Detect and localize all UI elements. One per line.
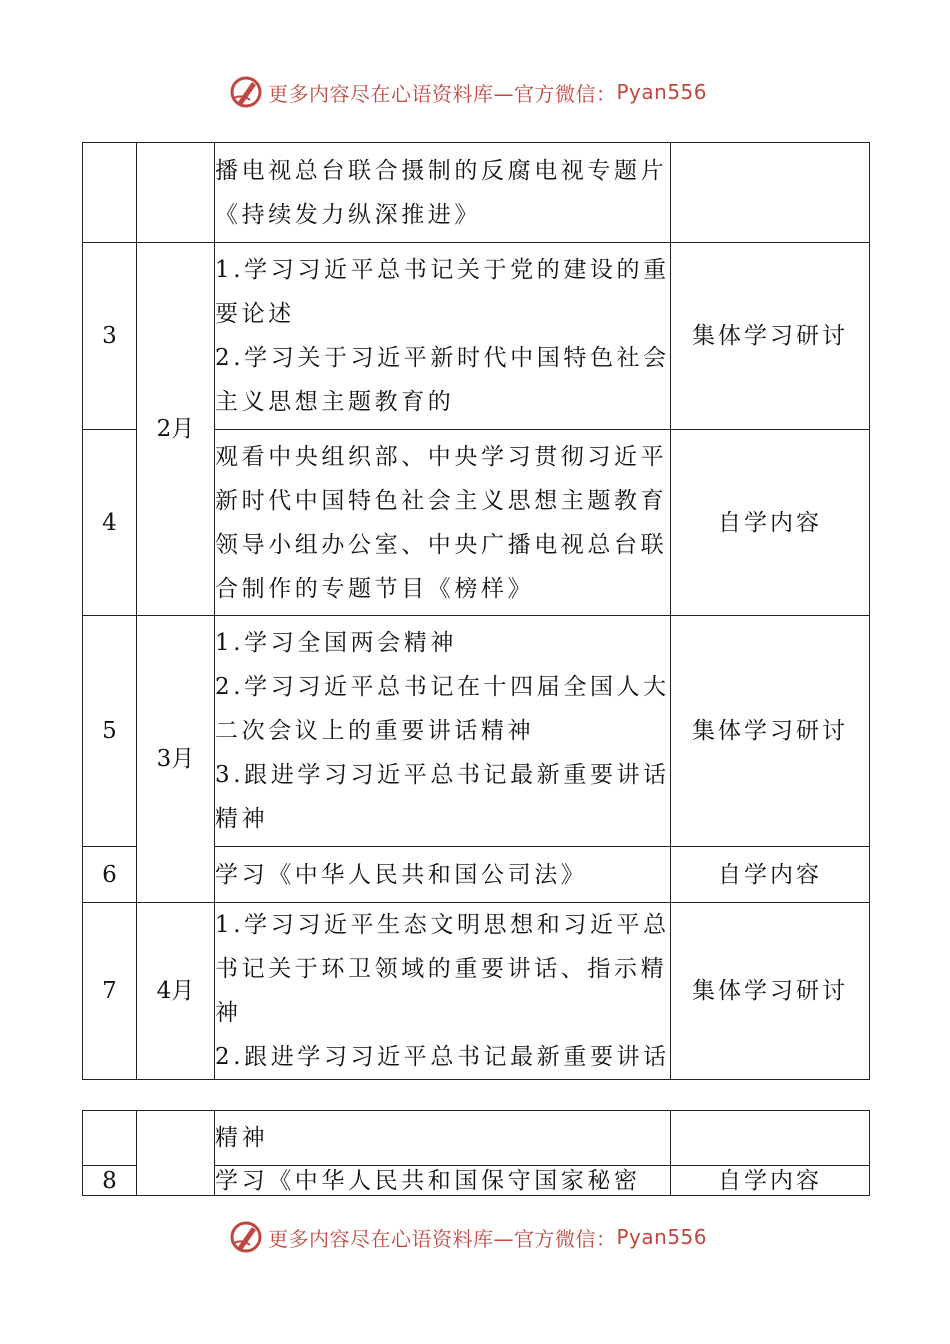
type-cell: 集体学习研讨 xyxy=(671,243,870,430)
type-cell: 自学内容 xyxy=(671,430,870,616)
watermark-wechat-id: Pyan556 xyxy=(616,80,708,104)
content-line: 神 xyxy=(215,1000,242,1026)
watermark-text: 更多内容尽在心语资料库—官方微信： xyxy=(268,1226,617,1251)
row-number: 5 xyxy=(83,616,137,847)
row-number xyxy=(83,143,137,243)
content-line: 二次会议上的重要讲话精神 xyxy=(215,718,535,744)
month-cell: 2月 xyxy=(137,243,215,616)
watermark-wechat-id: Pyan556 xyxy=(616,1225,708,1249)
content-cell xyxy=(215,143,671,243)
content-line: 2.学习关于习近平新时代中国特色社会 xyxy=(215,345,670,371)
row-number: 8 xyxy=(83,1166,137,1196)
table-row xyxy=(83,616,870,847)
content-cell xyxy=(215,1111,671,1166)
type-cell xyxy=(671,143,870,243)
content-line: 新时代中国特色社会主义思想主题教育 xyxy=(215,487,668,514)
content-line: 2.学习习近平总书记在十四届全国人大 xyxy=(215,674,670,700)
content-line: 2.跟进学习习近平总书记最新重要讲话 xyxy=(215,1044,670,1070)
type-cell: 自学内容 xyxy=(671,1166,870,1196)
content-line: 要论述 xyxy=(215,301,295,327)
table-row xyxy=(83,143,870,243)
table-row xyxy=(83,903,870,1080)
month-cell xyxy=(137,143,215,243)
row-number: 3 xyxy=(83,243,137,430)
content-line: 1.学习全国两会精神 xyxy=(215,630,457,656)
content-line: 1.学习习近平总书记关于党的建设的重 xyxy=(215,257,670,283)
content-line: 书记关于环卫领域的重要讲话、指示精 xyxy=(215,956,668,982)
month-cell: 3月 xyxy=(137,616,215,903)
row-number: 4 xyxy=(83,430,137,616)
type-cell: 自学内容 xyxy=(671,847,870,903)
content-cell xyxy=(215,847,671,903)
watermark-top xyxy=(228,72,707,112)
content-cell xyxy=(215,1166,671,1196)
table-row xyxy=(83,243,870,430)
content-line: 领导小组办公室、中央广播电视总台联 xyxy=(215,531,668,558)
content-line: 合制作的专题节目《榜样》 xyxy=(215,575,535,602)
content-line: 观看中央组织部、中央学习贯彻习近平 xyxy=(215,443,668,470)
content-line: 1.学习习近平生态文明思想和习近平总 xyxy=(215,912,670,938)
pen-logo-icon xyxy=(228,1219,264,1255)
content-line: 播电视总台联合摄制的反腐电视专题片 xyxy=(215,157,668,184)
content-line: 精神 xyxy=(215,806,269,832)
content-cell xyxy=(215,243,671,430)
study-plan-table-continued xyxy=(82,1110,870,1196)
table-row xyxy=(83,1111,870,1166)
watermark-bottom xyxy=(228,1217,707,1257)
row-number: 7 xyxy=(83,903,137,1080)
content-line: 学习《中华人民共和国保守国家秘密 xyxy=(215,1167,641,1194)
row-number: 6 xyxy=(83,847,137,903)
pen-logo-icon xyxy=(228,74,264,110)
content-line: 3.跟进学习习近平总书记最新重要讲话 xyxy=(215,762,670,788)
content-cell xyxy=(215,903,671,1080)
month-cell: 4月 xyxy=(137,903,215,1080)
content-cell xyxy=(215,616,671,847)
content-line: 主义思想主题教育的 xyxy=(215,389,455,415)
type-cell: 集体学习研讨 xyxy=(671,616,870,847)
row-number xyxy=(83,1111,137,1166)
type-cell xyxy=(671,1111,870,1166)
content-line: 精神 xyxy=(215,1125,269,1151)
watermark-text: 更多内容尽在心语资料库—官方微信： xyxy=(268,81,617,106)
month-cell xyxy=(137,1111,215,1196)
type-cell: 集体学习研讨 xyxy=(671,903,870,1080)
content-line: 学习《中华人民共和国公司法》 xyxy=(215,861,588,888)
study-plan-table xyxy=(82,142,870,1080)
content-cell xyxy=(215,430,671,616)
content-line: 《持续发力纵深推进》 xyxy=(215,201,481,228)
